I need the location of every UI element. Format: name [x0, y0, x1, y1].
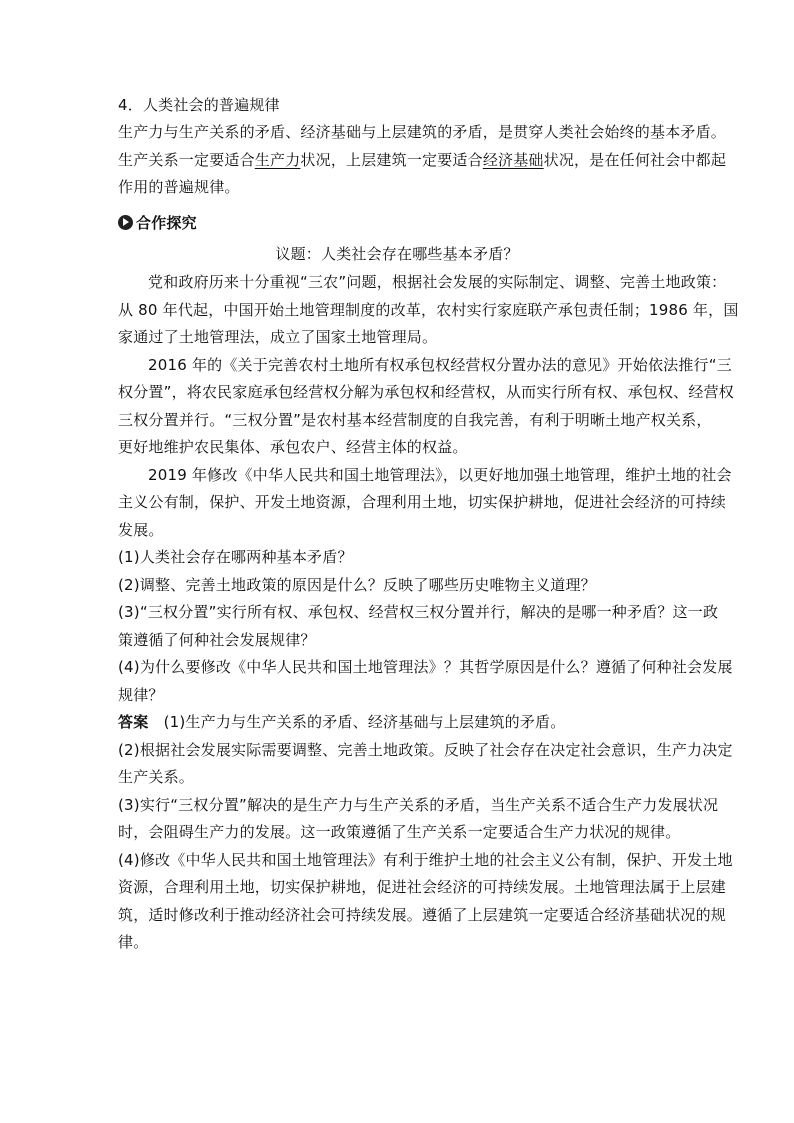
text-segment: 状况，是在任何社会中都起	[543, 151, 727, 169]
question-line: (2)调整、完善土地政策的原因是什么？反映了哪些历史唯物主义道理？	[118, 576, 596, 594]
material-line: 2019 年修改《中华人民共和国土地管理法》，以更好地加强土地管理，维护土地的社会	[148, 466, 732, 484]
answer-label: 答案	[118, 713, 149, 731]
text-segment: 状况，上层建筑一定要适合	[300, 151, 483, 169]
material-line: 家通过了土地管理法，成立了国家土地管理局。	[118, 328, 438, 346]
topic-title: 议题：人类社会存在哪些基本矛盾？	[275, 245, 519, 263]
answer-line: (4)修改《中华人民共和国土地管理法》有利于维护土地的社会主义公有制，保护、开发土地	[118, 851, 733, 869]
answer-line: 律。	[118, 933, 149, 951]
question-line: 策遵循了何种社会发展规律？	[118, 631, 316, 649]
material-line: 发展。	[118, 521, 164, 539]
answer-line: 资源，合理利用土地，切实保护耕地，促进社会经济的可持续发展。土地管理法属于上层建	[118, 878, 727, 896]
material-line: 权分置”，将农民家庭承包经营权分解为承包权和经营权，从而实行所有权、承包权、经营权	[118, 383, 734, 401]
answer-line	[118, 712, 565, 732]
section-title: 4．人类社会的普遍规律	[118, 96, 280, 114]
play-circle-icon	[118, 215, 133, 230]
answer-line: (3)实行“三权分置”解决的是生产力与生产关系的矛盾，当生产关系不适合生产力发展状况	[118, 796, 719, 814]
material-line: 三权分置并行。“三权分置”是农村基本经营制度的自我完善，有利于明晰土地产权关系，	[118, 411, 712, 429]
section-heading	[118, 213, 197, 233]
answer-line: (2)根据社会发展实际需要调整、完善土地政策。反映了社会存在决定社会意识，生产力决定	[118, 741, 733, 759]
question-line: 规律？	[118, 686, 164, 704]
question-line: (4)为什么要修改《中华人民共和国土地管理法》？其哲学原因是什么？遵循了何种社会发展	[118, 658, 733, 676]
underlined-term: 生产力	[254, 151, 301, 169]
answer-line: 生产关系。	[118, 768, 195, 786]
material-line: 从 80 年代起，中国开始土地管理制度的改革，农村实行家庭联产承包责任制；1986 年，国	[118, 301, 739, 319]
material-line: 主义公有制，保护、开发土地资源，合理利用土地，切实保护耕地，促进社会经济的可持续	[118, 493, 727, 511]
answer-line: 筑，适时修改利于推动经济社会可持续发展。遵循了上层建筑一定要适合经济基础状况的规	[118, 906, 727, 924]
answer-text: (1)生产力与生产关系的矛盾、经济基础与上层建筑的矛盾。	[148, 713, 566, 731]
underlined-term: 经济基础	[482, 151, 544, 169]
material-line: 党和政府历来十分重视“三农”问题，根据社会发展的实际制定、调整、完善土地政策：	[148, 273, 727, 291]
material-line: 2016 年的《关于完善农村土地所有权承包权经营权分置办法的意见》开始依法推行“三	[148, 356, 732, 374]
body-text-line: 作用的普遍规律。	[118, 178, 240, 196]
text-segment: 生产关系一定要适合	[118, 151, 255, 169]
heading-label: 合作探究	[136, 214, 197, 232]
question-line: (3)“三权分置”实行所有权、承包权、经营权三权分置并行，解决的是哪一种矛盾？这一政	[118, 603, 719, 621]
material-line: 更好地维护农民集体、承包农户、经营主体的权益。	[118, 438, 468, 456]
answer-line: 时，会阻碍生产力的发展。这一政策遵循了生产关系一定要适合生产力状况的规律。	[118, 823, 681, 841]
question-line: (1)人类社会存在哪两种基本矛盾？	[118, 548, 353, 566]
body-text-line: 生产力与生产关系的矛盾、经济基础与上层建筑的矛盾，是贯穿人类社会始终的基本矛盾。	[118, 123, 727, 141]
body-text-line	[118, 150, 726, 170]
